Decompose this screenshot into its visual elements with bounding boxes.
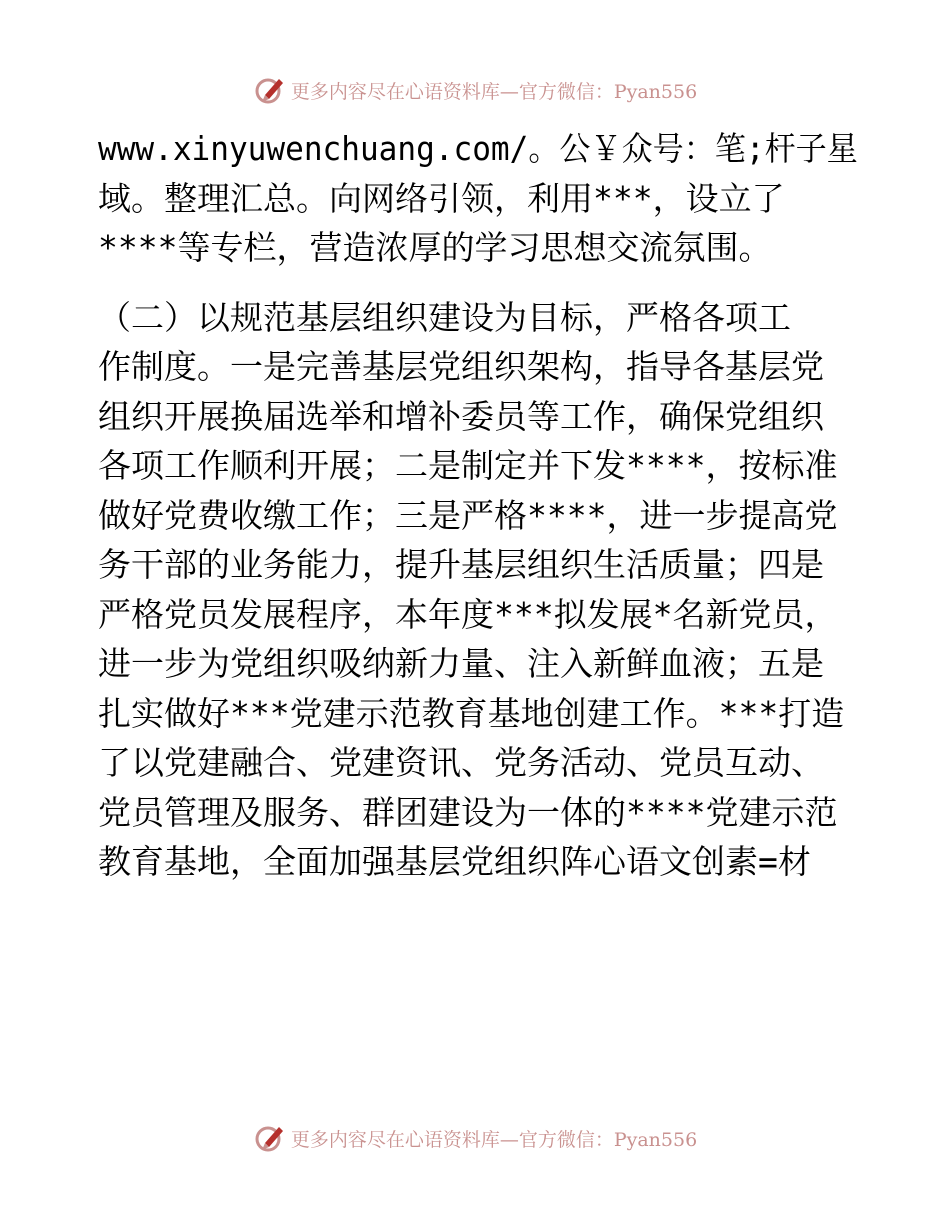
footer-watermark [0,1118,950,1158]
text-line: 作制度。一是完善基层党组织架构，指导各基层党 [98,347,824,386]
header-watermark [0,70,950,110]
text-line: 教育基地，全面加强基层党组织阵心语文创素=材 [98,842,811,881]
text-line: 组织开展换届选举和增补委员等工作，确保党组织 [98,396,824,436]
pen-nib-logo-icon [253,73,287,107]
paragraph-gap [98,273,858,293]
paragraph-1 [98,124,858,273]
text-line: 党员管理及服务、群团建设为一体的****党建示范 [98,792,838,832]
text-line: 务干部的业务能力，提升基层组织生活质量；四是 [98,545,824,584]
text-line: 域。整理汇总。向网络引领，利用***，设立了 [98,178,785,218]
text-line: 扎实做好***党建示范教育基地创建工作。***打造 [98,693,845,733]
watermark-text: 更多内容尽在心语资料库—官方微信：Pyan556 [290,80,698,103]
text-line: 了以党建融合、党建资讯、党务活动、党员互动、 [98,743,824,782]
text-line: 进一步为党组织吸纳新力量、注入新鲜血液；五是 [98,644,824,683]
text-line: （二）以规范基层组织建设为目标，严格各项工 [98,297,791,337]
text-line: 严格党员发展程序，本年度***拟发展*名新党员， [98,594,838,634]
text-line: 各项工作顺利开展；二是制定并下发****，按标准 [98,446,838,485]
pen-nib-logo-icon [253,1121,287,1155]
text-line: www.xinyuwenchuang.com/。公￥众号：笔;杆子星 [98,129,858,168]
document-body [98,124,858,887]
paragraph-2 [98,293,858,887]
text-line: 做好党费收缴工作；三是严格****，进一步提高党 [98,495,838,535]
text-line: ****等专栏，营造浓厚的学习思想交流氛围。 [98,228,772,267]
watermark-text: 更多内容尽在心语资料库—官方微信：Pyan556 [290,1128,698,1151]
